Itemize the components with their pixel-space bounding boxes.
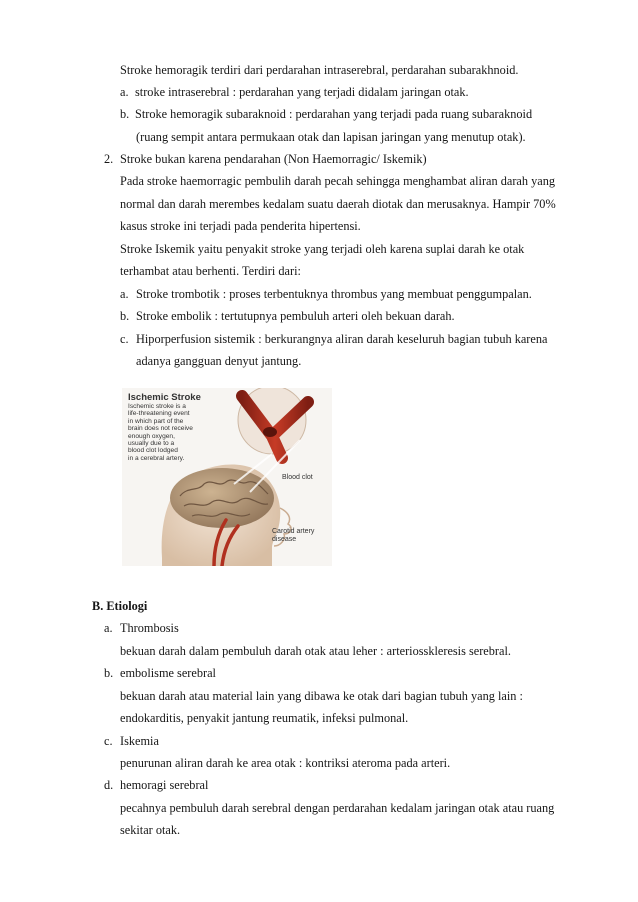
section2-item-b-text: Stroke embolik : tertutupnya pembuluh arteri oleh bekuan darah. — [136, 309, 455, 323]
section2-para1-line1: Pada stroke haemorragic pembulih darah pecah sehingga menghambat aliran darah yang — [120, 174, 556, 188]
section2-item-c-cont: adanya gangguan denyut jantung. — [136, 354, 302, 368]
figure-caption-line: in which part of the — [128, 417, 184, 425]
section2-para2-line2: terhambat atau berhenti. Terdiri dari: — [120, 264, 301, 278]
etiologi-heading: B. Etiologi — [92, 599, 148, 613]
etiologi-item-c-desc: penurunan aliran darah ke area otak : kontriksi ateroma pada arteri. — [120, 756, 451, 770]
figure-caption-line: in a cerebral artery. — [128, 454, 185, 462]
figure-caption-line: blood clot lodged — [128, 447, 178, 455]
section2-item-b-marker: b. — [120, 309, 130, 323]
etiologi-item-a-marker: a. — [104, 621, 113, 635]
etiologi-item-c-marker: c. — [104, 734, 113, 748]
etiologi-item-d-desc-2: sekitar otak. — [120, 823, 181, 837]
section2-item-c-text: Hiporperfusion sistemik : berkurangnya aliran darah keseluruh bagian tubuh karena — [136, 332, 548, 346]
figure-caption-line: usually due to a — [128, 440, 175, 448]
label-blood-clot: Blood clot — [282, 474, 313, 481]
section2-item-c-marker: c. — [120, 332, 129, 346]
blood-clot — [263, 427, 277, 437]
brain — [170, 468, 274, 528]
section2-para1-line3: kasus stroke ini terjadi pada penderita hipertensi. — [120, 219, 361, 233]
intro-item-a-marker: a. — [120, 85, 129, 99]
figure-caption — [128, 403, 193, 462]
etiologi-item-d-title: hemoragi serebral — [120, 778, 209, 792]
etiologi-item-b-title: embolisme serebral — [120, 666, 216, 680]
etiologi-item-b-desc-2: endokarditis, penyakit jantung reumatik, infeksi pulmonal. — [120, 711, 409, 725]
figure-title: Ischemic Stroke — [128, 392, 201, 403]
etiologi-item-d-desc-1: pecahnya pembuluh darah serebral dengan perdarahan kedalam jaringan otak atau ruang — [120, 801, 555, 815]
section2-para1-line2: normal dan darah merembes kedalam suatu daerah diotak dan merusaknya. Hampir 70% — [120, 197, 556, 211]
etiologi-item-a-desc: bekuan darah dalam pembuluh darah otak atau leher : arteriosskleresis serebral. — [120, 644, 511, 658]
section2-para2-line1: Stroke Iskemik yaitu penyakit stroke yang terjadi oleh karena suplai darah ke otak — [120, 242, 525, 256]
section2-number: 2. — [104, 152, 114, 166]
section2-item-a-text: Stroke trombotik : proses terbentuknya thrombus yang membuat penggumpalan. — [136, 287, 532, 301]
intro-item-b-cont: (ruang sempit antara permukaan otak dan lapisan jaringan yang menutup otak). — [136, 130, 526, 144]
etiologi-item-b-marker: b. — [104, 666, 114, 680]
figure-caption-line: life-threatening event — [128, 410, 190, 418]
etiologi-item-b-desc-1: bekuan darah atau material lain yang dibawa ke otak dari bagian tubuh yang lain : — [120, 689, 523, 703]
intro-line: Stroke hemoragik terdiri dari perdarahan intraserebral, perdarahan subarakhnoid. — [120, 63, 519, 77]
section2-item-a-marker: a. — [120, 287, 129, 301]
section2-heading: Stroke bukan karena pendarahan (Non Haemorragic/ Iskemik) — [120, 152, 427, 166]
intro-item-a-text: stroke intraserebral : perdarahan yang terjadi didalam jaringan otak. — [135, 85, 469, 99]
figure-caption-line: brain does not receive — [128, 425, 193, 433]
etiologi-item-c-title: Iskemia — [120, 734, 159, 748]
figure-caption-line: enough oxygen, — [128, 432, 175, 440]
label-carotid — [272, 528, 314, 544]
ischemic-stroke-figure — [122, 388, 332, 566]
label-carotid-line: Carotid artery — [272, 528, 315, 535]
etiologi-item-d-marker: d. — [104, 778, 114, 792]
intro-item-b-text: Stroke hemoragik subaraknoid : perdarahan yang terjadi pada ruang subaraknoid — [135, 107, 533, 121]
etiologi-item-a-title: Thrombosis — [120, 621, 179, 635]
label-carotid-line: disease — [272, 536, 297, 543]
figure-caption-line: Ischemic stroke is a — [128, 403, 186, 410]
intro-item-b-marker: b. — [120, 107, 130, 121]
